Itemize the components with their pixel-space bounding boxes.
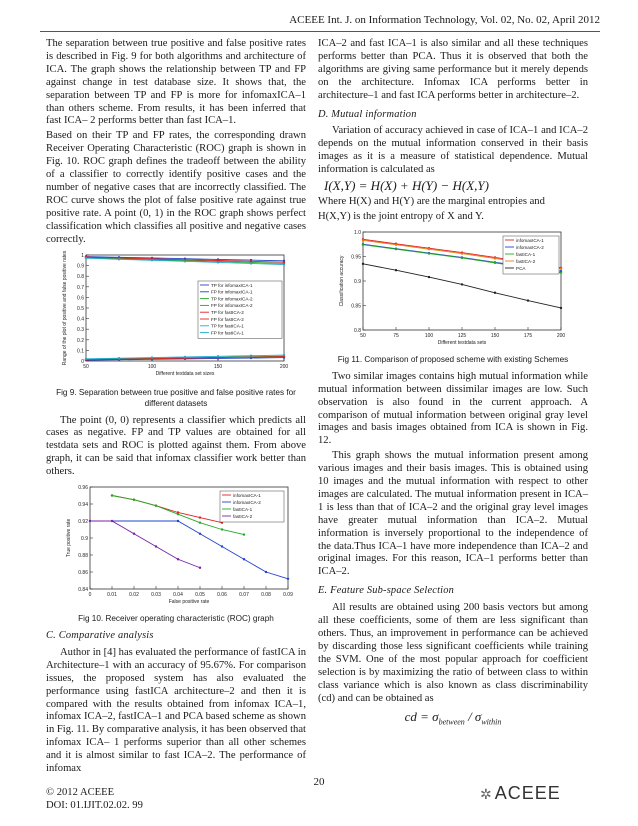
section-heading-e: E. Feature Sub-space Selection: [318, 585, 455, 597]
y-tick-label: 1.0: [354, 229, 361, 236]
legend-label: infomaxICA-1: [516, 237, 544, 243]
x-axis-label: Different testdata set sizes: [155, 370, 215, 377]
paragraph: Two similar images contains high mutual information while mutual information between dissimilar images are low. Such observation is also found in the current approach. A comparison of mutual information between original gray level images and basis images obtained from ICA is shown in Fig. 12.: [318, 370, 588, 447]
y-tick-label: 0.94: [78, 502, 88, 509]
data-point: [133, 533, 135, 535]
x-tick-label: 100: [147, 363, 157, 370]
y-tick-label: 1: [81, 252, 84, 259]
right-column: [318, 38, 588, 730]
data-point: [184, 355, 186, 357]
data-point: [250, 260, 252, 262]
x-tick-label: 150: [213, 363, 223, 370]
figure-10-chart: [56, 481, 296, 611]
paragraph: The separation between true positive and false positive rates is described in Fig. 9 for both algorithms and architecture of ICA. The graph shows the relationship between TP and FP against change in test database size. It shows that, the separation between TP and FP is more for infomaxICA–1 than others scheme. From results, it has been inferred that fast ICA– 2 performs better than fast ICA–1.: [46, 38, 306, 127]
y-tick-label: 0.9: [81, 536, 88, 543]
legend-label: FP for fastICA-1: [211, 329, 244, 335]
legend-label: FP for infomaxICA-1: [211, 289, 253, 295]
legend-label: TP for infomaxICA-2: [211, 295, 253, 301]
data-point: [89, 520, 91, 522]
y-tick-label: 0.92: [78, 519, 88, 526]
data-point: [461, 252, 463, 254]
data-point: [283, 261, 285, 263]
y-tick-label: 0.9: [77, 263, 84, 270]
x-tick-label: 0.07: [239, 592, 249, 599]
paragraph: All results are obtained using 200 basis vectors but among all these coefficients, some of them are less significant than others. Thus, an improvement in performance can be achieved by discarding those less significant coefficients while training the SVM. One of the most popular approach for coefficient selection is by maximizing the ratio of between class to within class variance which is also known as class discriminability (cd) and can be obtained as: [318, 602, 588, 704]
equation-explanation: Where H(X) and H(Y) are the marginal entropies and: [318, 195, 545, 207]
data-point: [250, 262, 252, 264]
x-tick-label: 125: [457, 332, 467, 339]
y-tick-label: 0.1: [77, 347, 84, 354]
x-tick-label: 0.06: [217, 592, 227, 599]
y-tick-label: 0.3: [77, 326, 84, 333]
data-point: [560, 267, 562, 269]
x-axis-label: Different testdata sets: [437, 339, 487, 346]
running-head: ACEEE Int. J. on Information Technology, Vol. 02, No. 02, April 2012: [289, 14, 600, 26]
y-tick-label: 0.8: [354, 327, 361, 334]
figure-10-caption: Fig 10. Receiver operating characteristic (ROC) graph: [78, 614, 274, 624]
y-axis-label: True positive rate: [66, 518, 72, 558]
data-point: [155, 545, 157, 547]
data-point: [85, 357, 87, 359]
data-point: [265, 571, 267, 573]
data-point: [111, 520, 113, 522]
header-rule: [40, 31, 600, 32]
y-tick-label: 0.9: [354, 278, 361, 285]
paragraph: Based on their TP and FP rates, the corresponding drawn Receiver Operating Characteristic (ROC) graph is shown in Fig. 10. ROC graph defines the tradeoff between the ability of a classifier to correctly identify positive cases and the number of negative cases that are incorrectly classified. The ROC curve shows the plot of false positive rate against true positive rate. A point (0, 1) in the ROC graph shows perfect classification which classifies all positive and negative cases correctly.: [46, 130, 306, 245]
data-point: [428, 252, 430, 254]
figure-9-caption: Fig 9. Separation between true positive and false positive rates for different datasets: [56, 387, 296, 408]
data-point: [283, 263, 285, 265]
x-tick-label: 0.01: [107, 592, 117, 599]
data-point: [461, 257, 463, 259]
data-point: [395, 248, 397, 250]
data-point: [177, 558, 179, 560]
data-point: [151, 356, 153, 358]
data-point: [428, 248, 430, 250]
y-axis-label: Classification accuracy: [339, 255, 345, 307]
paragraph: Author in [4] has evaluated the performance of fastICA in Architecture–1 with an accuracy of 95.67%. For comparison issues, the proposed system has also evaluated the performance using fastICA architecture–2 and then it is compared with the results obtained from infomax ICA–1, infomax ICA–2, fastICA–1 and PCA based scheme as shown in Fig. 11. By comparative analysis, it has been observed that infomax ICA– 1 performs superior than all other schemes and it is almost similar to fast ICA–2. The performance of infomax: [46, 646, 306, 775]
section-heading-d: D. Mutual information: [318, 108, 417, 120]
equation-lhs: cd = σ: [404, 709, 439, 725]
data-point: [494, 261, 496, 263]
footer-info: [46, 786, 143, 812]
x-tick-label: 100: [424, 332, 434, 339]
data-point: [155, 505, 157, 507]
data-point: [494, 291, 496, 293]
y-tick-label: 0.8: [77, 273, 84, 280]
data-point: [428, 276, 430, 278]
data-point: [221, 545, 223, 547]
x-tick-label: 0.04: [173, 592, 183, 599]
x-tick-label: 0: [88, 592, 92, 599]
data-point: [177, 520, 179, 522]
equation-subscript: between: [438, 718, 465, 728]
data-point: [217, 355, 219, 357]
paragraph: This graph shows the mutual information present among various images and their basis images. This is obtained using 10 images and the mutual information with respect to other images are calculated. The mutual information present in ICA–1 is less than that of ICA–2 and the original gray level images have greater mutual information than ICA–2. Mutual information is inversely proportional to the independence of the data.Thus ICA–1 have more independence than ICA–2 and original images. For this reason, ICA–1 performs better than ICA–2.: [318, 450, 588, 578]
y-axis-label: Range of the plot of positive and false positive rates: [62, 250, 68, 365]
y-tick-label: 0.7: [77, 284, 84, 291]
y-tick-label: 0.6: [77, 294, 84, 301]
paragraph: The point (0, 0) represents a classifier which predicts all cases as negative. FP and TP values are obtained for all testdata sets and ROC is plotted against them. From above graph, it can be said that infomax classifier work better than others.: [46, 414, 306, 478]
x-tick-label: 200: [279, 363, 289, 370]
doi: DOI: 01.IJIT.02.02. 99: [46, 800, 143, 811]
logo-mark-icon: ✲: [480, 786, 493, 802]
data-point: [461, 283, 463, 285]
y-tick-label: 0.4: [77, 316, 84, 323]
data-point: [243, 533, 245, 535]
x-tick-label: 50: [360, 332, 366, 339]
y-tick-label: 0.85: [351, 303, 361, 310]
data-point: [527, 299, 529, 301]
legend-label: FP for infomaxICA-2: [211, 302, 253, 308]
legend-label: infomaxICA-2: [516, 244, 544, 250]
legend-label: TP for infomaxICA-1: [211, 282, 253, 288]
data-point: [118, 357, 120, 359]
figure-11-chart: [333, 226, 573, 352]
y-tick-label: 0.86: [78, 570, 88, 577]
legend-label: FP for fastICA-2: [211, 316, 244, 322]
x-tick-label: 0.03: [151, 592, 161, 599]
y-tick-label: 0.84: [78, 587, 88, 594]
x-tick-label: 50: [83, 363, 89, 370]
data-point: [362, 243, 364, 245]
legend-label: TP for fastICA-1: [211, 323, 244, 329]
x-tick-label: 175: [523, 332, 533, 339]
equation-explanation: H(X,Y) is the joint entropy of X and Y.: [318, 210, 484, 222]
figure-9-chart: [56, 249, 296, 385]
data-point: [362, 262, 364, 264]
legend-label: infomaxICA-1: [233, 492, 261, 498]
data-point: [118, 258, 120, 260]
legend-label: fastICA-2: [516, 258, 536, 264]
data-point: [85, 256, 87, 258]
data-point: [395, 269, 397, 271]
data-point: [199, 522, 201, 524]
data-point: [221, 528, 223, 530]
data-point: [250, 354, 252, 356]
left-column: [46, 38, 306, 778]
equation-subscript: within: [481, 718, 502, 728]
class-discriminability-equation: [318, 711, 588, 730]
logo-text: ACEEE: [494, 783, 561, 803]
legend-label: fastICA-1: [516, 251, 536, 257]
legend-label: PCA: [516, 265, 526, 271]
x-tick-label: 0.05: [195, 592, 205, 599]
data-point: [560, 307, 562, 309]
y-tick-label: 0.5: [77, 305, 84, 312]
y-tick-label: 0.88: [78, 553, 88, 560]
y-tick-label: 0.96: [78, 485, 88, 492]
aceee-logo: [480, 783, 561, 804]
x-tick-label: 75: [393, 332, 399, 339]
figure-11-caption: Fig 11. Comparison of proposed scheme with existing Schemes: [337, 354, 569, 364]
x-tick-label: 0.02: [129, 592, 139, 599]
data-point: [199, 567, 201, 569]
page-number: 20: [313, 776, 325, 788]
data-point: [494, 257, 496, 259]
legend-label: TP for fastICA-2: [211, 309, 244, 315]
paragraph: Variation of accuracy achieved in case of ICA–1 and ICA–2 depends on the mutual information conserved in their basis images as it is a measure of statistical dependence. Mutual information is calculated as: [318, 125, 588, 176]
data-point: [283, 353, 285, 355]
data-point: [177, 513, 179, 515]
x-tick-label: 0.08: [261, 592, 271, 599]
y-tick-label: 0.2: [77, 337, 84, 344]
data-point: [287, 578, 289, 580]
data-point: [151, 259, 153, 261]
mutual-information-equation: I(X,Y) = H(X) + H(Y) − H(X,Y): [324, 178, 489, 194]
paragraph: ICA–2 and fast ICA–1 is also similar and all these techniques performs better than PCA. Thus it is observed that both the algorithms are giving same performance but it merely depends on the architecture. Infomax ICA performs better in architecture–1 and fast ICA performs better in architecture–2.: [318, 38, 588, 101]
y-tick-label: 0: [81, 358, 84, 365]
legend-label: infomaxICA-2: [233, 499, 261, 505]
x-tick-label: 0.09: [283, 592, 293, 599]
x-tick-label: 150: [490, 332, 500, 339]
x-axis-label: False positive rate: [168, 599, 210, 606]
data-point: [362, 239, 364, 241]
data-point: [395, 243, 397, 245]
legend-label: fastICA-1: [233, 506, 253, 512]
data-point: [111, 494, 113, 496]
data-point: [560, 271, 562, 273]
data-point: [243, 558, 245, 560]
data-point: [184, 260, 186, 262]
data-point: [199, 516, 201, 518]
data-point: [199, 533, 201, 535]
data-point: [217, 261, 219, 263]
y-tick-label: 0.95: [351, 254, 361, 261]
copyright: © 2012 ACEEE: [46, 787, 115, 798]
section-heading-c: C. Comparative analysis: [46, 630, 154, 642]
legend-label: fastICA-2: [233, 513, 253, 519]
data-point: [133, 499, 135, 501]
equation-divide: / σ: [464, 709, 482, 725]
x-tick-label: 200: [556, 332, 566, 339]
